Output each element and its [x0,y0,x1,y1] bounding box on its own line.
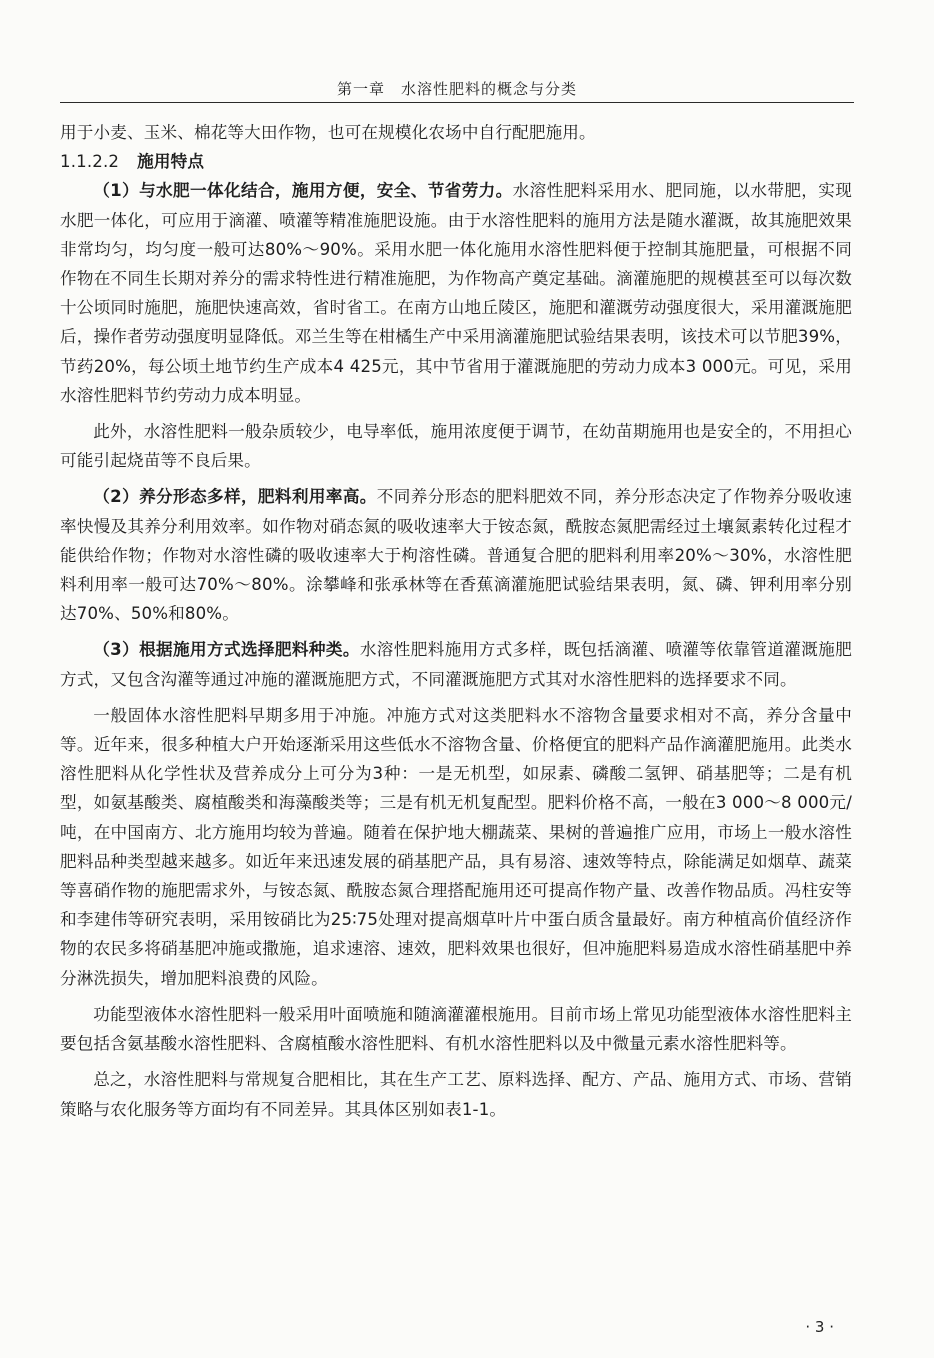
paragraph-lead: （1）与水肥一体化结合，施用方便，安全、节省劳力。 [93,181,513,201]
paragraph-solid-fertilizer [60,701,852,993]
paragraph-text: 不同养分形态的肥料肥效不同，养分形态决定了作物养分吸收速率快慢及其养分利用效率。如作物对硝态氮的吸收速率大于铵态氮，酰胺态氮肥需经过土壤氮素转化过程才能供给作物；作物对水溶性磷的吸收速率大于枸溶性磷。普通复合肥的肥料利用率20%～30%，水溶性肥料利用率一般可达70%～80%。涂攀峰和张承林等在香蕉滴灌施肥试验结果表明，氮、磷、钾利用率分别达70%、50%和80%。 [60,487,852,624]
paragraph-text: 水溶性肥料施用方式多样，既包括滴灌、喷灌等依靠管道灌溉施肥方式，又包含沟灌等通过冲施的灌溉施肥方式，不同灌溉施肥方式其对水溶性肥料的选择要求不同。 [60,640,852,689]
running-head-title: 第一章 水溶性肥料的概念与分类 [336,80,577,98]
paragraph-lead: （3）根据施用方式选择肥料种类。 [93,640,360,660]
page-number: · 3 · [805,1318,834,1336]
paragraph-summary [60,1065,852,1123]
section-heading [60,147,852,176]
paragraph-lead: （2）养分形态多样，肥料利用率高。 [93,487,377,507]
section-title: 施用特点 [137,152,205,172]
paragraph-text: 此外，水溶性肥料一般杂质较少，电导率低，施用浓度便于调节，在幼苗期施用也是安全的，不用担心可能引起烧苗等不良后果。 [60,422,852,471]
paragraph-item-2 [60,482,852,628]
paragraph-item-3 [60,635,852,693]
paragraph-text: 总之，水溶性肥料与常规复合肥相比，其在生产工艺、原料选择、配方、产品、施用方式、市场、营销策略与农化服务等方面均有不同差异。其具体区别如表1-1。 [60,1070,852,1119]
paragraph-text: 水溶性肥料采用水、肥同施，以水带肥，实现水肥一体化，可应用于滴灌、喷灌等精准施肥设施。由于水溶性肥料的施用方法是随水灌溉，故其施肥效果非常均匀，均匀度一般可达80%～90%。采用水肥一体化施用水溶性肥料便于控制其施肥量，可根据不同作物在不同生长期对养分的需求特性进行精准施肥，为作物高产奠定基础。滴灌施肥的规模甚至可以每次数十公顷同时施肥，施肥快速高效，省时省工。在南方山地丘陵区，施肥和灌溉劳动强度很大，采用灌溉施肥后，操作者劳动强度明显降低。邓兰生等在柑橘生产中采用滴灌施肥试验结果表明，该技术可以节肥39%，节药20%，每公顷土地节约生产成本4 425元，其中节省用于灌溉施肥的劳动力成本3 000元。可见，采用水溶性肥料节约劳动力成本明显。 [60,181,853,405]
section-number: 1.1.2.2 [60,152,120,172]
paragraph-text: 一般固体水溶性肥料早期多用于冲施。冲施方式对这类肥料水不溶物含量要求相对不高，养分含量中等。近年来，很多种植大户开始逐渐采用这些低水不溶物含量、价格便宜的肥料产品作滴灌肥施用。此类水溶性肥料从化学性状及营养成分上可分为3种：一是无机型，如尿素、磷酸二氢钾、硝基肥等；二是有机型，如氨基酸类、腐植酸类和海藻酸类等；三是有机无机复配型。肥料价格不高，一般在3 000～8 000元/吨，在中国南方、北方施用均较为普遍。随着在保护地大棚蔬菜、果树的普遍推广应用，市场上一般水溶性肥料品种类型越来越多。如近年来迅速发展的硝基肥产品，具有易溶、速效等特点，除能满足如烟草、蔬菜等喜硝作物的施肥需求外，与铵态氮、酰胺态氮合理搭配施用还可提高作物产量、改善作物品质。冯柱安等和李建伟等研究表明，采用铵硝比为25∶75处理对提高烟草叶片中蛋白质含量最好。南方种植高价值经济作物的农民多将硝基肥冲施或撒施，追求速溶、速效，肥料效果也很好，但冲施肥料易造成水溶性硝基肥中养分淋洗损失，增加肥料浪费的风险。 [60,705,852,988]
intro-paragraph: 用于小麦、玉米、棉花等大田作物，也可在规模化农场中自行配肥施用。 [60,123,596,142]
paragraph-liquid-fertilizer [60,1000,852,1058]
paragraph-addendum [60,417,852,475]
running-head [60,72,854,103]
paragraph-item-1 [60,176,852,410]
body-text [60,118,852,1124]
paragraph-text: 功能型液体水溶性肥料一般采用叶面喷施和随滴灌灌根施用。目前市场上常见功能型液体水溶性肥料主要包括含氨基酸水溶性肥料、含腐植酸水溶性肥料、有机水溶性肥料以及中微量元素水溶性肥料等。 [60,1004,852,1054]
